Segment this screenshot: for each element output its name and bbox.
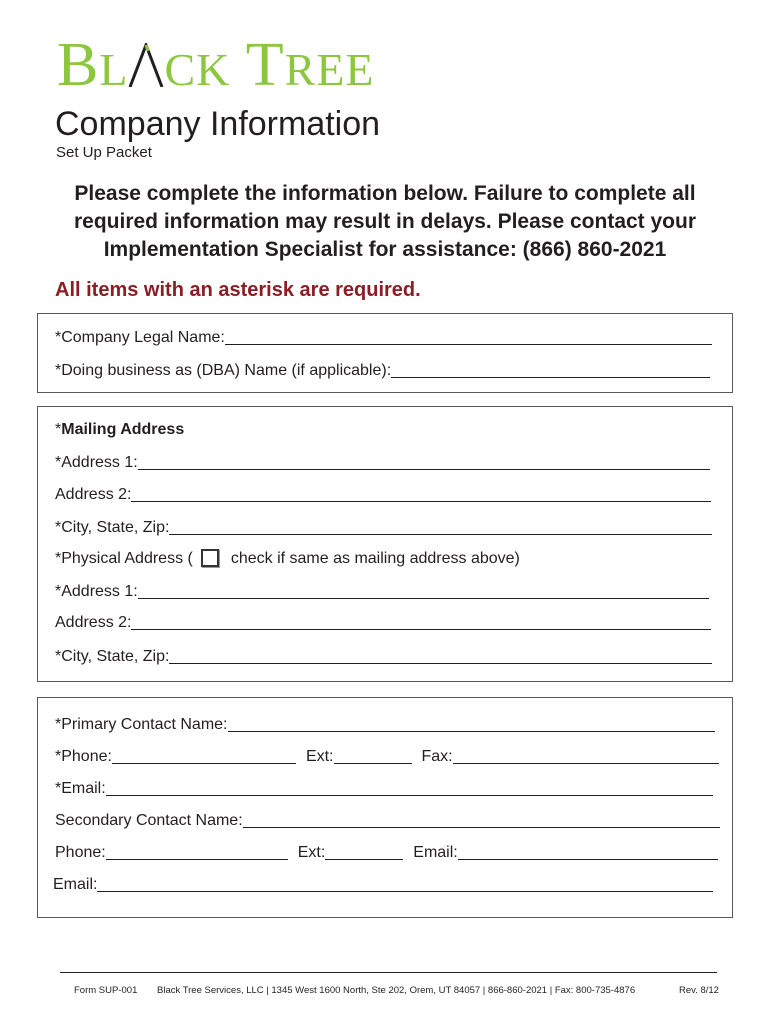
physical-address2-row bbox=[55, 611, 711, 633]
physical-address1-row bbox=[55, 580, 709, 602]
mailing-address1-label: *Address 1: bbox=[55, 454, 138, 471]
mailing-address1-field[interactable] bbox=[138, 453, 710, 470]
physical-city-row bbox=[55, 645, 712, 667]
dba-name-field[interactable] bbox=[391, 361, 710, 378]
mailing-city-row bbox=[55, 516, 712, 538]
primary-phone-field[interactable] bbox=[112, 747, 296, 764]
physical-address2-label: Address 2: bbox=[55, 614, 132, 631]
secondary-ext-field[interactable] bbox=[325, 843, 403, 860]
primary-email-row bbox=[55, 777, 713, 799]
secondary-email-label: Email: bbox=[413, 844, 458, 861]
secondary-contact-name-field[interactable] bbox=[243, 811, 720, 828]
footer-form-id: Form SUP-001 bbox=[74, 985, 138, 996]
same-as-mailing-checkbox[interactable] bbox=[201, 549, 219, 567]
primary-fax-field[interactable] bbox=[453, 747, 719, 764]
physical-address-row bbox=[55, 548, 520, 570]
primary-ext-field[interactable] bbox=[334, 747, 412, 764]
instructions-line-2: required information may result in delays. Please contact your bbox=[73, 210, 697, 233]
physical-city-label: *City, State, Zip: bbox=[55, 648, 170, 665]
page-subtitle: Set Up Packet bbox=[56, 144, 152, 161]
secondary-email2-label: Email: bbox=[53, 876, 98, 893]
primary-phone-row bbox=[55, 745, 719, 767]
primary-email-field[interactable] bbox=[106, 779, 713, 796]
secondary-phone-row bbox=[55, 841, 718, 863]
physical-address-label: *Physical Address ( bbox=[55, 550, 193, 567]
mailing-city-field[interactable] bbox=[169, 518, 712, 535]
mailing-address2-row bbox=[55, 483, 711, 505]
black-tree-logo: BL CK TREE bbox=[57, 31, 375, 99]
primary-email-label: *Email: bbox=[55, 780, 106, 797]
secondary-email-field[interactable] bbox=[458, 843, 718, 860]
secondary-phone-field[interactable] bbox=[106, 843, 288, 860]
same-as-mailing-text: check if same as mailing address above) bbox=[230, 550, 520, 567]
instructions-line-1: Please complete the information below. Failure to complete all bbox=[74, 182, 696, 205]
dba-name-row bbox=[55, 359, 710, 381]
primary-contact-name-row bbox=[55, 713, 715, 735]
secondary-ext-label: Ext: bbox=[297, 844, 326, 861]
physical-address1-field[interactable] bbox=[138, 582, 709, 599]
physical-address2-field[interactable] bbox=[131, 613, 711, 630]
dba-name-label: *Doing business as (DBA) Name (if applicable): bbox=[55, 362, 392, 379]
mailing-address-heading-text: Mailing Address bbox=[61, 421, 185, 438]
primary-fax-label: Fax: bbox=[421, 748, 453, 765]
address-section bbox=[37, 406, 733, 682]
secondary-contact-name-label: Secondary Contact Name: bbox=[55, 812, 243, 829]
secondary-email2-field[interactable] bbox=[97, 875, 713, 892]
physical-city-field[interactable] bbox=[169, 647, 712, 664]
footer-company-info: Black Tree Services, LLC | 1345 West 1600 North, Ste 202, Orem, UT 84057 | 866-860-2021 | Fax: 800-735-4876 bbox=[157, 985, 636, 996]
company-section bbox=[37, 313, 733, 393]
secondary-phone-label: Phone: bbox=[55, 844, 106, 861]
mailing-address2-field[interactable] bbox=[131, 485, 711, 502]
page-title: Company Information bbox=[55, 105, 381, 143]
mailing-address-heading-prefix: * bbox=[55, 421, 62, 438]
footer-revision: Rev. 8/12 bbox=[679, 985, 719, 996]
mailing-address2-label: Address 2: bbox=[55, 486, 132, 503]
physical-address1-label: *Address 1: bbox=[55, 583, 138, 600]
primary-contact-name-label: *Primary Contact Name: bbox=[55, 716, 228, 733]
instructions-line-3: Implementation Specialist for assistance: (866) 860-2021 bbox=[103, 238, 667, 261]
footer-divider bbox=[60, 972, 717, 973]
secondary-contact-name-row bbox=[55, 809, 720, 831]
company-legal-name-field[interactable] bbox=[225, 328, 712, 345]
primary-phone-label: *Phone: bbox=[55, 748, 112, 765]
mailing-city-label: *City, State, Zip: bbox=[55, 519, 170, 536]
company-legal-name-row bbox=[55, 326, 712, 348]
secondary-email2-row bbox=[53, 873, 713, 895]
mailing-address1-row bbox=[55, 451, 710, 473]
mailing-address-heading bbox=[55, 418, 184, 440]
primary-contact-name-field[interactable] bbox=[228, 715, 716, 732]
primary-ext-label: Ext: bbox=[305, 748, 334, 765]
required-note: All items with an asterisk are required. bbox=[55, 279, 421, 301]
company-legal-name-label: *Company Legal Name: bbox=[55, 329, 225, 346]
instructions bbox=[30, 180, 740, 264]
